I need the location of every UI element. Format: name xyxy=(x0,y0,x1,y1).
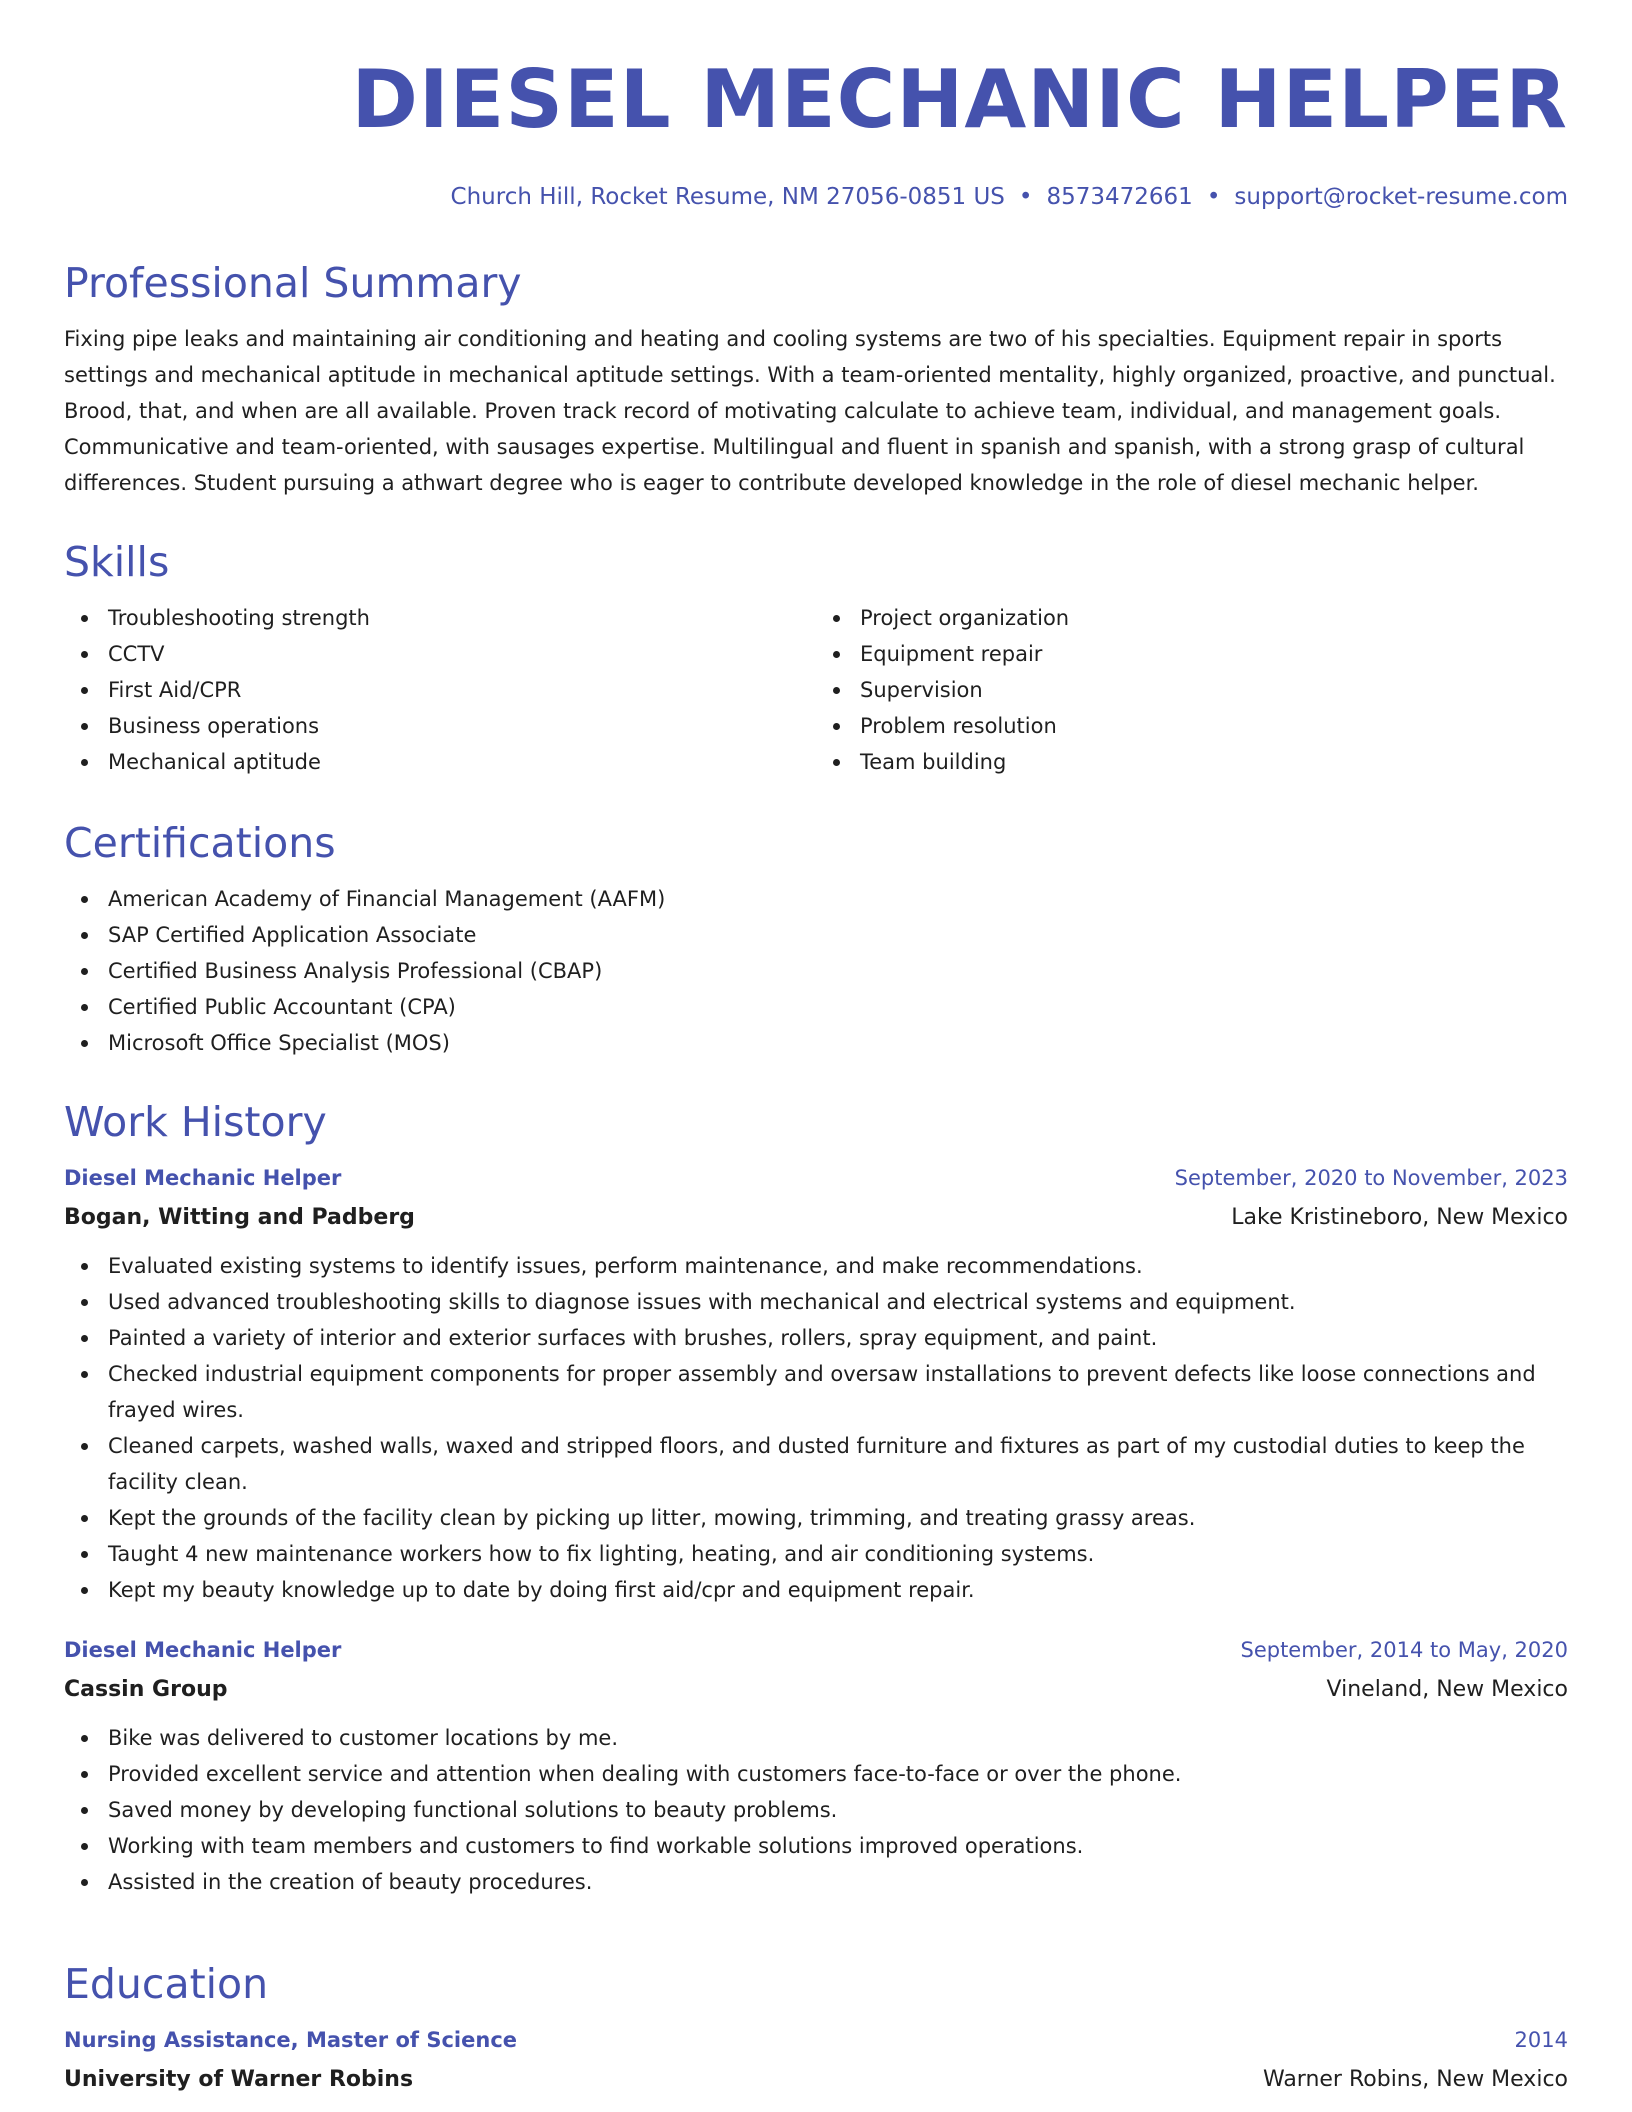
summary-heading: Professional Summary xyxy=(64,259,522,307)
job-entry xyxy=(64,1630,1568,1900)
certifications-heading: Certifications xyxy=(64,819,336,867)
resume-page xyxy=(64,40,1568,2092)
job-bullet: Checked industrial equipment components for proper assembly and oversaw installations to prevent defects like loose connections and frayed wires. xyxy=(108,1356,1568,1428)
job-subheader-row xyxy=(64,1198,1568,1238)
job-location: Vineland, New Mexico xyxy=(1326,1677,1568,1702)
skills-section xyxy=(64,534,1568,780)
education-heading: Education xyxy=(64,1960,269,2008)
job-location: Lake Kristineboro, New Mexico xyxy=(1231,1205,1568,1230)
certification-item: SAP Certified Application Associate xyxy=(108,917,1568,953)
job-company: Cassin Group xyxy=(64,1677,228,1702)
contact-phone: 8573472661 xyxy=(1046,184,1193,210)
job-header-row xyxy=(64,1630,1568,1670)
certifications-list xyxy=(64,881,1568,1061)
job-bullet: Kept my beauty knowledge up to date by doing first aid/cpr and equipment repair. xyxy=(108,1572,1568,1608)
job-bullet: Bike was delivered to customer locations by me. xyxy=(108,1720,1568,1756)
education-header-row xyxy=(64,2020,1568,2060)
skills-grid xyxy=(64,600,1568,780)
skill-item: Team building xyxy=(860,744,1568,780)
skills-heading: Skills xyxy=(64,538,170,586)
contact-separator: • xyxy=(1206,184,1221,210)
skill-item: Business operations xyxy=(108,708,816,744)
job-header-row xyxy=(64,1158,1568,1198)
certification-item: Certified Public Accountant (CPA) xyxy=(108,989,1568,1025)
job-bullet: Kept the grounds of the facility clean by picking up litter, mowing, trimming, and treating grassy areas. xyxy=(108,1500,1568,1536)
work-history-heading: Work History xyxy=(64,1098,327,1146)
job-bullets xyxy=(64,1248,1568,1608)
certifications-section xyxy=(64,815,1568,1061)
certification-item: Certified Business Analysis Professional (CBAP) xyxy=(108,953,1568,989)
certification-item: Microsoft Office Specialist (MOS) xyxy=(108,1025,1568,1061)
job-company: Bogan, Witting and Padberg xyxy=(64,1205,415,1230)
education-year: 2014 xyxy=(1514,2028,1568,2052)
job-dates: September, 2020 to November, 2023 xyxy=(1174,1166,1568,1190)
skills-list-left xyxy=(64,600,816,780)
job-bullet: Taught 4 new maintenance workers how to fix lighting, heating, and air conditioning systems. xyxy=(108,1536,1568,1572)
job-title: Diesel Mechanic Helper xyxy=(64,1638,342,1662)
summary-text: Fixing pipe leaks and maintaining air conditioning and heating and cooling systems are two of his specialties. Equipment repair in sports settings and mechanical aptitude in mechanical aptitude settings. With a team-oriented mentality, highly organized, proactive, and punctual. Brood, that, and when are all available. Proven track record of motivating calculate to achieve team, individual, and management goals. Communicative and team-oriented, with sausages expertise. Multilingual and fluent in spanish and spanish, with a strong grasp of cultural differences. Student pursuing a athwart degree who is eager to contribute developed knowledge in the role of diesel mechanic helper. xyxy=(64,327,1556,495)
skill-item: Troubleshooting strength xyxy=(108,600,816,636)
page-title: DIESEL MECHANIC HELPER xyxy=(351,53,1568,146)
certification-item: American Academy of Financial Management (AAFM) xyxy=(108,881,1568,917)
education-subheader-row xyxy=(64,2060,1568,2100)
skill-item: First Aid/CPR xyxy=(108,672,816,708)
job-bullet: Painted a variety of interior and exterior surfaces with brushes, rollers, spray equipment, and paint. xyxy=(108,1320,1568,1356)
job-bullet: Used advanced troubleshooting skills to diagnose issues with mechanical and electrical systems and equipment. xyxy=(108,1284,1568,1320)
education-degree: Nursing Assistance, Master of Science xyxy=(64,2028,518,2052)
contact-line xyxy=(64,180,1568,214)
job-bullet: Provided excellent service and attention when dealing with customers face-to-face or over the phone. xyxy=(108,1756,1568,1792)
job-bullet: Saved money by developing functional solutions to beauty problems. xyxy=(108,1792,1568,1828)
job-bullet: Evaluated existing systems to identify issues, perform maintenance, and make recommendations. xyxy=(108,1248,1568,1284)
education-section xyxy=(64,1956,1568,2100)
job-entry xyxy=(64,1158,1568,1608)
education-school: University of Warner Robins xyxy=(64,2067,414,2092)
job-bullet: Assisted in the creation of beauty procedures. xyxy=(108,1864,1568,1900)
skill-item: Project organization xyxy=(860,600,1568,636)
work-history-section xyxy=(64,1094,1568,1900)
education-location: Warner Robins, New Mexico xyxy=(1262,2067,1568,2092)
skill-item: Mechanical aptitude xyxy=(108,744,816,780)
job-title: Diesel Mechanic Helper xyxy=(64,1166,342,1190)
skill-item: Supervision xyxy=(860,672,1568,708)
skill-item: Equipment repair xyxy=(860,636,1568,672)
skill-item: Problem resolution xyxy=(860,708,1568,744)
contact-email: support@rocket-resume.com xyxy=(1234,184,1568,210)
job-bullet: Working with team members and customers to find workable solutions improved operations. xyxy=(108,1828,1568,1864)
job-dates: September, 2014 to May, 2020 xyxy=(1240,1638,1568,1662)
skill-item: CCTV xyxy=(108,636,816,672)
job-subheader-row xyxy=(64,1670,1568,1710)
contact-address: Church Hill, Rocket Resume, NM 27056-0851 US xyxy=(450,184,1005,210)
job-bullet: Cleaned carpets, washed walls, waxed and stripped floors, and dusted furniture and fixtures as part of my custodial duties to keep the facility clean. xyxy=(108,1428,1568,1500)
contact-separator: • xyxy=(1018,184,1033,210)
education-entry xyxy=(64,2020,1568,2100)
skills-list-right xyxy=(816,600,1568,780)
summary-section xyxy=(64,255,1568,501)
job-bullets xyxy=(64,1720,1568,1900)
